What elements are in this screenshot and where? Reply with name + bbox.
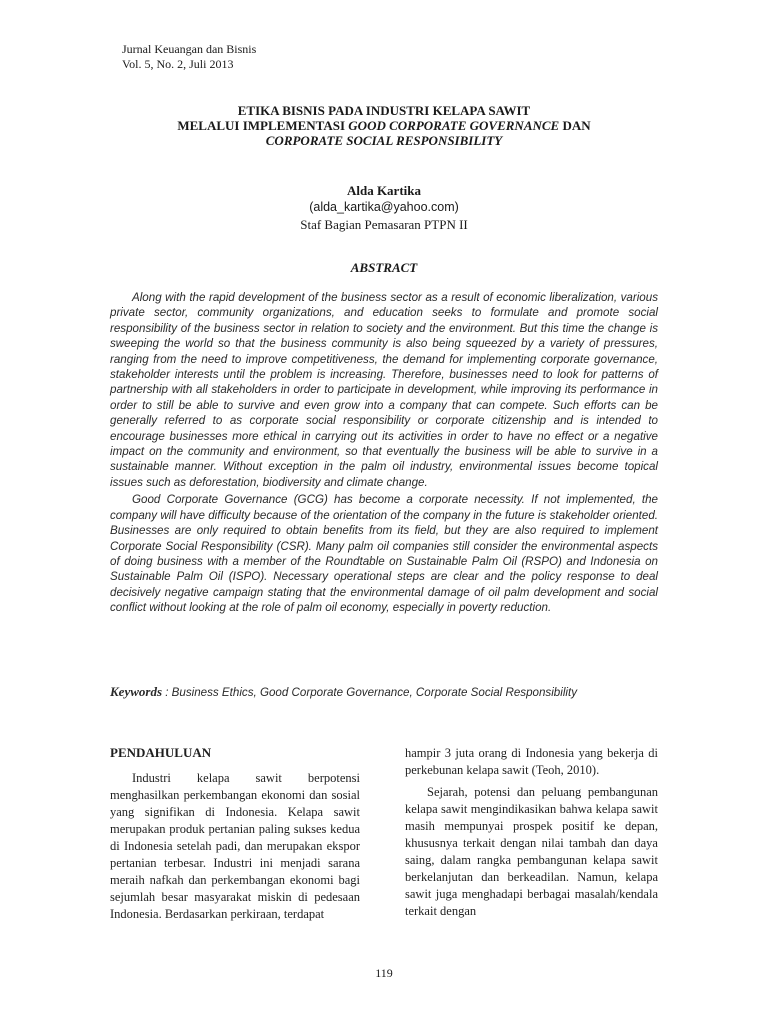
title-line-2-italic: GOOD CORPORATE GOVERNANCE [348, 118, 560, 133]
intro-right-paragraph-2: Sejarah, potensi dan peluang pembangunan kelapa sawit mengindikasikan bahwa kelapa sawit masih mempunyai prospek positif ke depan, khususnya terkait dengan nilai tambah dan daya saing, dalam rangka pembangunan kelapa sawit berkelanjutan dan berkeadilan. Namun, kelapa sawit juga menghadapi berbagai masalah/kendala terkait dengan [405, 785, 658, 918]
keywords-text: : Business Ethics, Good Corporate Governance, Corporate Social Responsibility [162, 686, 578, 699]
intro-right-paragraph-1: hampir 3 juta orang di Indonesia yang bekerja di perkebunan kelapa sawit (Teoh, 2010). [405, 746, 658, 777]
abstract-paragraph-1: Along with the rapid development of the business sector as a result of economic liberalization, various private sector, community organizations, and education seeks to formulate and promote social responsibility of the business sector in relation to society and the environment. But this time the change is sweeping the world so that the business community is also being squeezed by a variety of pressures, ranging from the need to improve competitiveness, the demand for implementing corporate governance, stakeholder interests until the problem is increasing. Therefore, businesses need to look for patterns of partnership with all stakeholders in order to participate in development, while improving its performance in order to still be able to survive and even grow into a company that can compete. Such efforts can be generally referred to as corporate social responsibility or corporate citizenship and is intended to encourage businesses more ethical in carrying out its activities in order to have no effect or a negative impact on the community and environment, so that eventually the business will be able to survive in a sustainable manner. Without exception in the palm oil industry, environmental issues become topical issues such as deforestation, biodiversity and climate change. [110, 291, 658, 489]
keywords-label: Keywords [110, 684, 162, 699]
title-line-2-suffix: DAN [559, 118, 591, 133]
section-heading-pendahuluan: PENDAHULUAN [110, 745, 212, 760]
right-column [405, 745, 658, 920]
journal-header [122, 42, 256, 72]
journal-volume: Vol. 5, No. 2, Juli 2013 [122, 57, 234, 71]
keywords [110, 684, 670, 700]
article-title [100, 103, 668, 148]
title-line-2 [100, 118, 668, 133]
title-line-3-italic: CORPORATE SOCIAL RESPONSIBILITY [265, 133, 503, 148]
author-block [100, 182, 668, 233]
left-column [110, 744, 360, 923]
title-line-2-prefix: MELALUI IMPLEMENTASI [177, 118, 349, 133]
title-line-3 [100, 133, 668, 148]
title-line-1: ETIKA BISNIS PADA INDUSTRI KELAPA SAWIT [237, 103, 531, 118]
journal-name: Jurnal Keuangan dan Bisnis [122, 42, 257, 56]
intro-left-paragraph: Industri kelapa sawit berpotensi menghasilkan perkembangan ekonomi dan sosial yang signifikan di Indonesia. Kelapa sawit merupakan produk pertanian paling sukses kedua di Indonesia setelah padi, dan merupakan ekspor pertanian terbesar. Industri ini menjadi sarana meraih nafkah dan perkembangan ekonomi bagi sejumlah besar masyarakat miskin di pedesaan Indonesia. Berdasarkan perkiraan, terdapat [110, 771, 360, 921]
abstract-heading: ABSTRACT [350, 260, 418, 275]
author-affiliation: Staf Bagian Pemasaran PTPN II [300, 217, 468, 232]
author-name: Alda Kartika [346, 183, 422, 198]
page-number: 119 [375, 966, 393, 980]
abstract-body [110, 290, 658, 616]
author-email: (alda_kartika@yahoo.com) [309, 200, 459, 214]
abstract-paragraph-2: Good Corporate Governance (GCG) has become a corporate necessity. If not implemented, the company will have difficulty because of the orientation of the company in the future is stakeholder oriented. Businesses are only required to obtain benefits from its field, but they are also required to implement Corporate Social Responsibility (CSR). Many palm oil companies still consider the environmental aspects of doing business with a member of the Roundtable on Sustainable Palm Oil (RSPO) and Indonesia on Sustainable Palm Oil (ISPO). Necessary operational steps are clear and the policy response to deal decisively negative campaign stating that the environmental damage of oil palm development and social conflict without looking at the role of palm oil economy, especially in poverty reduction. [110, 493, 658, 615]
